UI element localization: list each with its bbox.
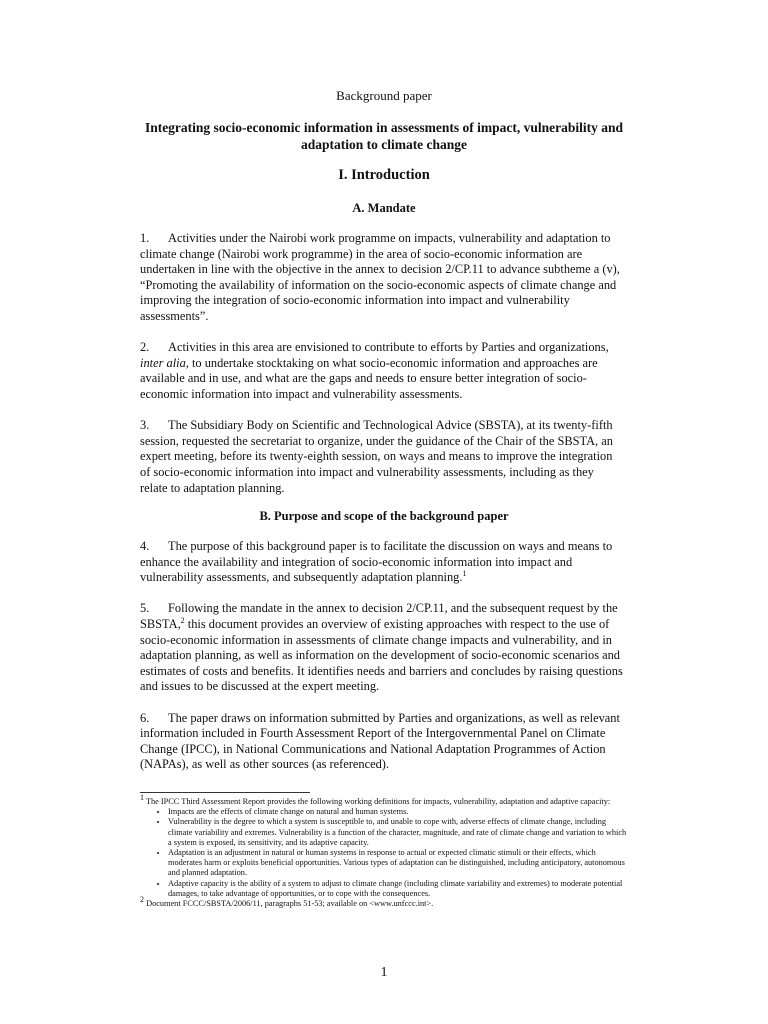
paragraph-number: 4. bbox=[140, 539, 150, 553]
paragraph-3 bbox=[140, 418, 624, 496]
footnote-mark: 2 bbox=[140, 895, 144, 905]
subsection-heading-purpose: B. Purpose and scope of the background paper bbox=[259, 509, 509, 523]
footnote-2 bbox=[140, 895, 630, 909]
paragraph-text: The Subsidiary Body on Scientific and Technological Advice (SBSTA), at its twenty-fifth session, requested the secretariat to organize, under the guidance of the Chair of the SBSTA, an expert meeting, before its twenty-eighth session, on ways and means to improve the integration of socio-economic information into impact and vulnerability assessments, including as they relate to adaptation planning. bbox=[140, 418, 613, 495]
purpose-paragraphs bbox=[140, 539, 624, 789]
paragraph-number: 5. bbox=[140, 601, 150, 616]
paragraph-number: 2. bbox=[140, 340, 150, 355]
list-item: • Impacts are the effects of climate change on natural and human systems. bbox=[168, 807, 630, 817]
paragraph-6 bbox=[140, 711, 624, 773]
pre-title: Background paper bbox=[336, 88, 432, 103]
footnote-ref[interactable]: 1 bbox=[462, 569, 467, 579]
footnote-separator bbox=[140, 792, 310, 793]
paragraph-1 bbox=[140, 231, 624, 325]
list-item: • Adaptive capacity is the ability of a system to adjust to climate change (including climate variability and extremes) to moderate potential damages, to take advantage of opportunities, or to cope with the consequences. bbox=[168, 879, 630, 899]
document-title: Integrating socio-economic information in assessments of impact, vulnerability and adaptation to climate change bbox=[144, 120, 624, 152]
paragraph-text: Activities under the Nairobi work programme on impacts, vulnerability and adaptation to climate change (Nairobi work programme) in the area of socio-economic information are undertaken in line with the objective in the annex to decision 2/CP.11 to advance subtheme a (v), “Promoting the availability of information on the socio-economic aspects of climate change and improving the integration of socio-economic information into impact and vulnerability assessments”. bbox=[140, 231, 620, 323]
paragraph-text: The paper draws on information submitted by Parties and organizations, as well as relevant information included in Fourth Assessment Report of the Intergovernmental Panel on Climate Change (IPCC), in National Communications and National Adaptation Programmes of Action (NAPAs), as well as other sources (as referenced). bbox=[140, 710, 620, 772]
footnote-ref[interactable]: 2 bbox=[180, 615, 185, 625]
paragraph-text: Following the mandate in the annex to decision 2/CP.11, and the subsequent request by the SBSTA, bbox=[140, 601, 618, 631]
footnote-mark: 1 bbox=[140, 793, 144, 803]
paragraph-text: this document provides an overview of existing approaches with respect to the use of socio-economic information in assessments of climate change impacts and vulnerability, and in adaptation planning, as well as information on the development of socio-economic scenarios and estimates of costs and benefits. It identifies needs and barriers and concludes by raising questions and issues to be discussed at the expert meeting. bbox=[140, 616, 623, 694]
footnotes bbox=[140, 793, 630, 909]
paragraph-5 bbox=[140, 601, 624, 695]
definitions-list bbox=[140, 807, 630, 899]
paragraph-4 bbox=[140, 539, 624, 586]
paragraph-number: 1. bbox=[140, 231, 150, 245]
list-item: • Adaptation is an adjustment in natural or human systems in response to actual or expected climatic stimuli or their effects, which moderates harm or exploits beneficial opportunities. Various types of adaptation can be distinguished, including anticipatory, autonomous and planned adaptation. bbox=[168, 848, 630, 879]
paragraph-text: Activities in this area are envisioned to contribute to efforts by Parties and organizations, bbox=[168, 340, 609, 355]
footnote-text: Document FCCC/SBSTA/2006/11, paragraphs 51-53; available on <www.unfccc.int>. bbox=[144, 899, 434, 909]
page-number: 1 bbox=[380, 965, 388, 980]
paragraph-2 bbox=[140, 340, 624, 402]
footnote-text: The IPCC Third Assessment Report provides the following working definitions for impacts, vulnerability, adaptation and adaptive capacity: bbox=[144, 797, 611, 806]
section-heading: I. Introduction bbox=[338, 167, 430, 183]
paragraph-text: , to undertake stocktaking on what socio-economic information and approaches are available and in use, and what are the gaps and needs to ensure better integration of socio-economic information into impact and vulnerability assessments. bbox=[140, 355, 598, 401]
paragraph-text: The purpose of this background paper is to facilitate the discussion on ways and means to enhance the availability and integration of socio-economic information into impact and vulnerability assessments, and subsequently adaptation planning. bbox=[140, 539, 613, 585]
paragraph-italic-text: inter alia bbox=[140, 355, 186, 370]
footnote-1 bbox=[140, 793, 630, 807]
paragraph-number: 3. bbox=[140, 418, 150, 433]
list-item: • Vulnerability is the degree to which a system is susceptible to, and unable to cope with, adverse effects of climate change, including climate variability and extremes. Vulnerability is a function of the character, magnitude, and rate of climate change and variation to which a system is exposed, its sensitivity, and its adaptive capacity. bbox=[168, 817, 630, 848]
subsection-heading-mandate: A. Mandate bbox=[352, 201, 416, 215]
mandate-paragraphs bbox=[140, 231, 624, 512]
paragraph-number: 6. bbox=[140, 710, 150, 725]
